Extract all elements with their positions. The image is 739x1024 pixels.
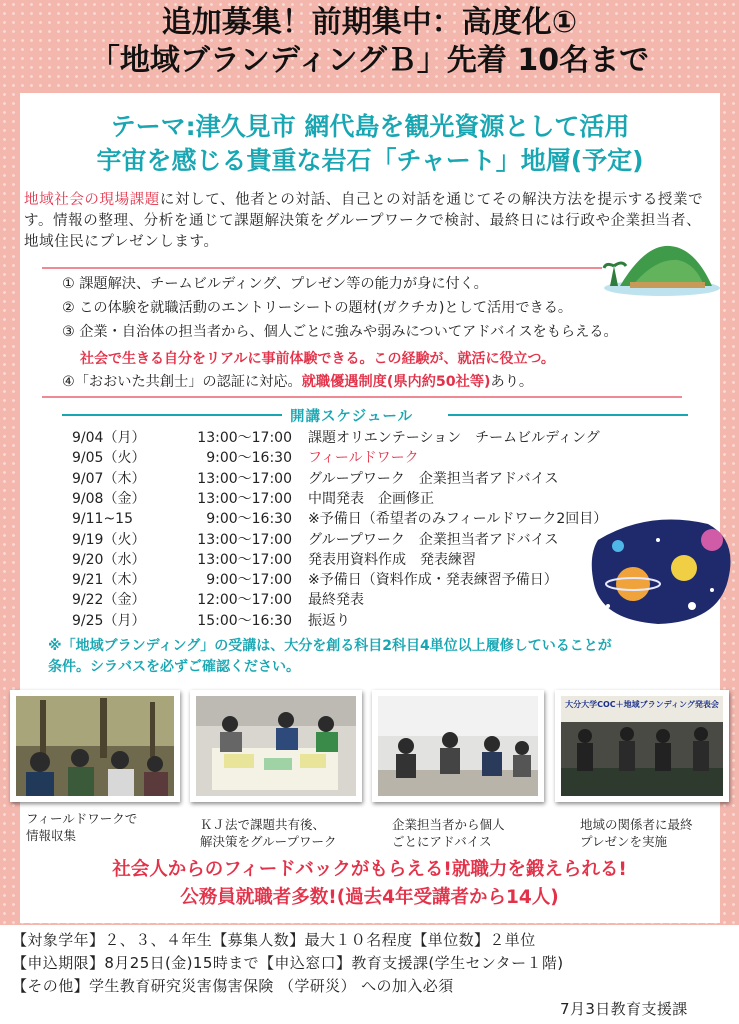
point-2: ② この体験を就職活動のエントリーシートの題材(ガクチカ)として活用できる。 bbox=[62, 300, 573, 316]
schedule-date: 9/07（木） bbox=[72, 470, 146, 487]
tagline-1: 社会人からのフィードバックがもらえる!就職力を鍛えられる! bbox=[112, 859, 627, 880]
schedule-row bbox=[72, 550, 476, 570]
caption-fieldwork-line-1: フィールドワークで bbox=[26, 811, 138, 826]
schedule-date: 9/25（月） bbox=[72, 612, 146, 629]
point-3: ③ 企業・自治体の担当者から、個人ごとに強みや弱みについてアドバイスをもらえる。 bbox=[62, 324, 618, 340]
schedule-date: 9/04（月） bbox=[72, 430, 146, 446]
footer-row-2: 【申込期限】8月25日(金)15時まで【申込窓口】教育支援課(学生センター１階) bbox=[12, 954, 564, 972]
island-illustration bbox=[600, 236, 725, 298]
caption-fieldwork bbox=[26, 810, 137, 844]
point-4 bbox=[62, 371, 533, 393]
schedule-desc: ※予備日（希望者のみフィールドワーク2回目） bbox=[308, 511, 608, 528]
caption-groupwork bbox=[200, 816, 337, 850]
photo-advice bbox=[372, 690, 544, 802]
footer-row-3: 【その他】学生教育研究災害傷害保険 （学研災） への加入必須 bbox=[12, 977, 454, 995]
schedule-time: 13:00～17:00 bbox=[197, 470, 292, 487]
schedule-date: 9/20（水） bbox=[72, 551, 146, 568]
schedule-desc: ※予備日（資料作成・発表練習予備日） bbox=[308, 572, 558, 589]
caption-groupwork-line-2: 解決策をグループワーク bbox=[200, 834, 337, 849]
schedule-date: 9/11~15 bbox=[72, 511, 133, 528]
schedule-row bbox=[72, 611, 350, 631]
theme-line-1: テーマ:津久見市 網代島を観光資源として活用 bbox=[110, 112, 630, 141]
schedule-desc: 最終発表 bbox=[308, 592, 364, 609]
schedule-time: 15:00～16:30 bbox=[197, 612, 292, 629]
point-1: ① 課題解決、チームビルディング、プレゼン等の能力が身に付く。 bbox=[62, 276, 488, 292]
intro-highlight: 地域社会の現場課題 bbox=[24, 192, 160, 208]
schedule-row bbox=[72, 509, 607, 529]
pink-divider-bottom bbox=[42, 396, 682, 398]
schedule-desc: グループワーク 企業担当者アドバイス bbox=[308, 470, 559, 487]
caption-presentation-line-2: プレゼンを実施 bbox=[580, 834, 668, 849]
schedule-line-left bbox=[62, 414, 282, 416]
intro-text: に対して、他者との対話、自己との対話を通じてその解決方法を提示する授業です。情報の整理、分析を通じて課題解決策をグループワークで検討、最終日には行政や企業担当者、地域住民にプレゼンします。 bbox=[24, 192, 704, 250]
note-line-2: 条件。シラバスを必ずご確認ください。 bbox=[48, 659, 300, 675]
caption-presentation bbox=[580, 816, 693, 850]
schedule-time: 9:00～16:30 bbox=[206, 511, 292, 528]
presentation-banner-text: 大分大学COC＋地域ブランディング発表会 bbox=[565, 700, 719, 709]
schedule-time: 13:00～17:00 bbox=[197, 551, 292, 568]
note-line-1: ※「地域ブランディング」の受講は、大分を創る科目2科目4単位以上履修していることが bbox=[48, 638, 612, 654]
title-line-1: 追加募集！前期集中：高度化① bbox=[161, 5, 578, 40]
point-3-sub: 社会で生きる自分をリアルに事前体験できる。この経験が、就活に役立つ。 bbox=[80, 351, 555, 367]
theme-line-2: 宇宙を感じる貴重な岩石「チャート」地層(予定) bbox=[96, 146, 644, 175]
schedule-row bbox=[72, 448, 419, 468]
photo-groupwork bbox=[190, 690, 362, 802]
schedule-time: 13:00～17:00 bbox=[197, 490, 292, 507]
schedule-desc: 課題オリエンテーション チームビルディング bbox=[308, 430, 600, 446]
caption-fieldwork-line-2: 情報収集 bbox=[26, 828, 77, 843]
tagline-2: 公務員就職者多数!(過去4年受講者から14人) bbox=[180, 887, 559, 908]
pink-divider-top bbox=[42, 267, 602, 269]
schedule-date: 9/19（火） bbox=[72, 531, 146, 548]
schedule-desc: 中間発表 企画修正 bbox=[308, 490, 434, 507]
schedule-desc: グループワーク 企業担当者アドバイス bbox=[308, 531, 559, 548]
schedule-date: 9/08（金） bbox=[72, 490, 146, 507]
schedule-row bbox=[72, 590, 364, 610]
schedule-desc: 振返り bbox=[308, 612, 350, 629]
schedule-row bbox=[72, 489, 434, 509]
schedule-time: 13:00～17:00 bbox=[197, 531, 292, 548]
schedule-date: 9/22（金） bbox=[72, 592, 146, 609]
photo-fieldwork bbox=[10, 690, 180, 802]
schedule-line-right bbox=[448, 414, 688, 416]
footer-row-1: 【対象学年】２、３、４年生【募集人数】最大１０名程度【単位数】２単位 bbox=[12, 931, 536, 949]
schedule-desc: 発表用資料作成 発表練習 bbox=[308, 551, 476, 568]
requirement-note bbox=[48, 636, 728, 678]
schedule-desc: フィールドワーク bbox=[308, 450, 419, 467]
caption-advice-line-1: 企業担当者から個人 bbox=[392, 817, 505, 832]
caption-presentation-line-1: 地域の関係者に最終 bbox=[580, 817, 693, 832]
space-illustration bbox=[588, 510, 738, 628]
schedule-time: 9:00～16:30 bbox=[206, 450, 292, 467]
schedule-row bbox=[72, 428, 600, 448]
schedule-time: 12:00～17:00 bbox=[197, 592, 292, 609]
caption-advice bbox=[392, 816, 505, 850]
photo-presentation bbox=[555, 690, 729, 802]
schedule-row bbox=[72, 530, 558, 550]
caption-advice-line-2: ごとにアドバイス bbox=[392, 834, 492, 849]
caption-groupwork-line-1: ＫＪ法で課題共有後、 bbox=[200, 817, 326, 832]
schedule-date: 9/21（木） bbox=[72, 572, 146, 589]
point-4-highlight: 就職優遇制度(県内約50社等) bbox=[301, 374, 491, 390]
schedule-time: 9:00～17:00 bbox=[206, 572, 292, 589]
footer-date: 7月3日教育支援課 bbox=[560, 1000, 688, 1018]
title-line-2: 「地域ブランディングＢ」先着 10名まで bbox=[89, 43, 650, 78]
point-4-suffix: あり。 bbox=[490, 374, 534, 390]
schedule-title: 開講スケジュール bbox=[290, 409, 414, 425]
schedule-row bbox=[72, 469, 558, 489]
schedule-date: 9/05（火） bbox=[72, 450, 146, 467]
schedule-row bbox=[72, 570, 558, 590]
schedule-time: 13:00～17:00 bbox=[197, 430, 292, 446]
point-4-prefix: ④「おおいた共創士」の認証に対応。 bbox=[62, 374, 302, 390]
